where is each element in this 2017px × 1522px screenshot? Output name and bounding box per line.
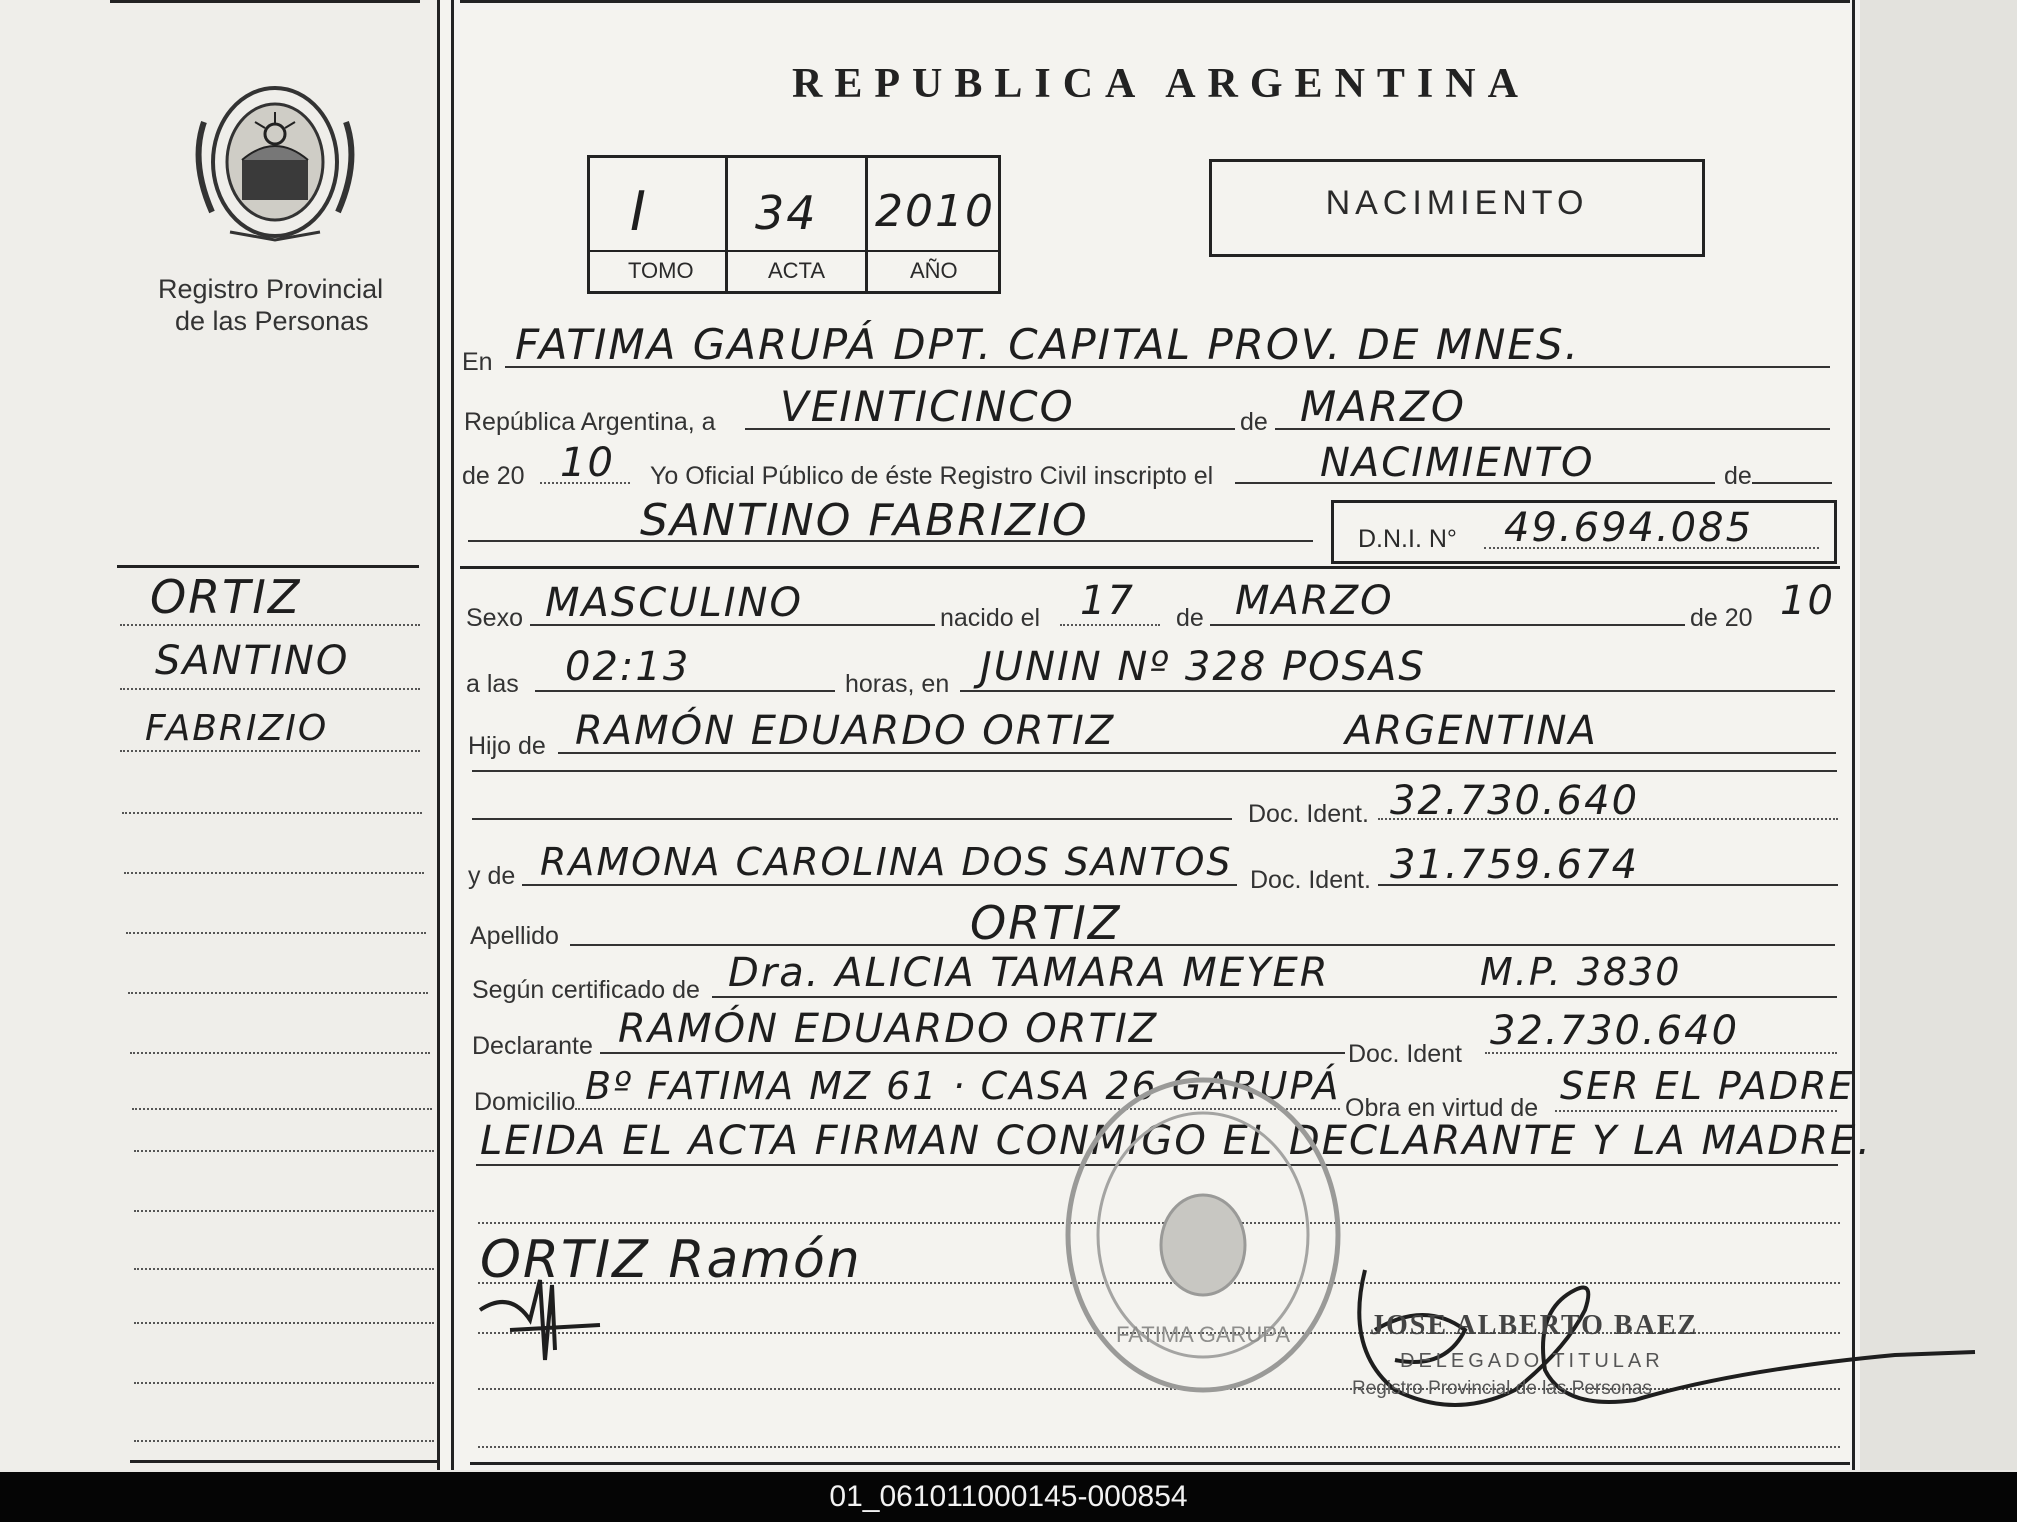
dni-label: D.N.I. N°: [1358, 525, 1457, 553]
provincial-seal: [190, 82, 360, 247]
margin-line: [132, 1108, 432, 1110]
margin-line: [134, 1382, 434, 1384]
margin-surname: ORTIZ: [150, 570, 302, 624]
anio-label: AÑO: [910, 258, 958, 283]
declarante-line: [600, 1052, 1345, 1054]
padre-extra-line: [472, 818, 1232, 820]
nacido-label: nacido el: [940, 604, 1041, 632]
declarante-doc-value: 32.730.640: [1490, 1008, 1740, 1054]
de-label: de: [1240, 408, 1268, 436]
de20-label-2: de 20: [1690, 604, 1753, 632]
child-name-line: [468, 540, 1313, 542]
madre-value: RAMONA CAROLINA DOS SANTOS: [540, 840, 1233, 884]
mother-signature: [470, 1270, 630, 1370]
acta-label: ACTA: [768, 258, 826, 283]
lugar-line: [960, 690, 1835, 692]
sexo-line: [530, 624, 935, 626]
stamp-place: FATIMA GARUPA: [1116, 1322, 1290, 1347]
margin-line: [134, 1210, 434, 1212]
declarante-doc-line: [1485, 1052, 1837, 1054]
certificado-line: [712, 996, 1837, 998]
hijo-label: Hijo de: [468, 732, 546, 760]
horas-en-label: horas, en: [845, 670, 950, 698]
margin-line: [134, 1322, 434, 1324]
padre-nacionalidad: ARGENTINA: [1345, 708, 1598, 754]
nacido-day: 17: [1080, 578, 1135, 624]
de-label-3: de: [1176, 604, 1204, 632]
acta-value: 34: [755, 186, 818, 240]
padre-value: RAMÓN EDUARDO ORTIZ: [575, 708, 1116, 754]
inscripto-value: NACIMIENTO: [1320, 440, 1595, 486]
country-title: REPUBLICA ARGENTINA: [792, 61, 1530, 107]
declarant-signature: ORTIZ Ramón: [480, 1230, 862, 1290]
apellido-value: ORTIZ: [970, 896, 1122, 950]
padre-doc-label: Doc. Ident.: [1248, 800, 1369, 828]
document-footer: 01_061011000145-000854: [0, 1472, 2017, 1522]
mp-value: M.P. 3830: [1480, 950, 1682, 994]
record-type-box: [1209, 159, 1705, 257]
year-value: 10: [560, 440, 615, 486]
bottom-rule-main: [470, 1462, 1850, 1465]
anio-value: 2010: [875, 186, 995, 237]
madre-line: [522, 884, 1237, 886]
blank-line: [478, 1446, 1840, 1448]
margin-line: [120, 688, 420, 690]
nacido-month: MARZO: [1235, 578, 1394, 624]
domicilio-value: Bº FATIMA MZ 61 · CASA 26 GARUPÁ: [585, 1064, 1341, 1108]
top-rule-main: [460, 0, 1850, 3]
obra-label: Obra en virtud de: [1345, 1094, 1539, 1122]
margin-line: [120, 750, 420, 752]
margin-line: [120, 624, 420, 626]
year-line: [540, 482, 630, 484]
apellido-line: [570, 944, 1835, 946]
record-box: [587, 155, 1001, 294]
sexo-label: Sexo: [466, 604, 523, 632]
left-border: [437, 0, 440, 1470]
declarante-value: RAMÓN EDUARDO ORTIZ: [618, 1006, 1159, 1052]
left-border-inner: [451, 0, 454, 1470]
month-line: [1275, 428, 1830, 430]
day-value: VEINTICINCO: [780, 382, 1075, 431]
dni-box: [1331, 500, 1837, 564]
inscripto-line: [1235, 482, 1715, 484]
bottom-rule-left: [130, 1460, 440, 1463]
official-title: DELEGADO TITULAR: [1400, 1350, 1664, 1372]
tomo-value: I: [630, 180, 648, 243]
obra-line: [1555, 1110, 1837, 1112]
alas-label: a las: [466, 670, 519, 698]
nacido-year: 10: [1780, 578, 1835, 624]
dni-value: 49.694.085: [1504, 505, 1754, 551]
top-rule-left: [110, 0, 420, 3]
registry-name-line2: de las Personas: [175, 306, 369, 336]
segun-label: Según certificado de: [472, 976, 700, 1004]
margin-line: [134, 1440, 434, 1442]
padre-line: [558, 752, 1836, 754]
sexo-value: MASCULINO: [545, 580, 803, 626]
en-value: FATIMA GARUPÁ DPT. CAPITAL PROV. DE MNES.: [515, 320, 1580, 369]
tomo-label: TOMO: [628, 258, 694, 283]
padre-line-2: [472, 770, 1837, 772]
margin-line: [130, 1052, 430, 1054]
apellido-label: Apellido: [470, 922, 559, 950]
en-line: [505, 366, 1830, 368]
madre-doc-label: Doc. Ident.: [1250, 866, 1371, 894]
margin-line: [128, 992, 428, 994]
margin-line: [126, 932, 426, 934]
official-org: Registro Provincial de las Personas: [1352, 1378, 1652, 1399]
margin-line: [134, 1150, 434, 1152]
margin-line: [124, 872, 424, 874]
madre-doc-value: 31.759.674: [1390, 842, 1640, 888]
margin-name1: SANTINO: [155, 638, 350, 684]
hora-line: [535, 690, 835, 692]
official-name: JOSE ALBERTO BAEZ: [1370, 1310, 1699, 1341]
de-label-2: de: [1724, 462, 1752, 490]
registry-name-line1: Registro Provincial: [158, 274, 384, 304]
nacido-day-line: [1060, 624, 1160, 626]
record-type: NACIMIENTO: [1325, 184, 1589, 222]
margin-rule: [117, 565, 419, 568]
republica-label: República Argentina, a: [464, 408, 716, 436]
padre-doc-value: 32.730.640: [1390, 778, 1640, 824]
madre-doc-line: [1378, 884, 1838, 886]
margin-line: [134, 1268, 434, 1270]
margin-name2: FABRIZIO: [145, 708, 329, 749]
day-line: [745, 428, 1235, 430]
section-rule: [460, 566, 1840, 569]
nacido-month-line: [1210, 624, 1685, 626]
de-line-2: [1752, 482, 1832, 484]
dni-line: [1484, 547, 1819, 549]
domicilio-label: Domicilio: [474, 1088, 576, 1116]
child-name-value: SANTINO FABRIZIO: [640, 495, 1089, 546]
month-value: MARZO: [1300, 382, 1466, 431]
margin-line: [122, 812, 422, 814]
hora-value: 02:13: [565, 644, 691, 690]
leida-value: LEIDA EL ACTA FIRMAN CONMIGO EL DECLARANTE Y LA MADRE.: [480, 1118, 1872, 1164]
obra-value: SER EL PADRE: [1560, 1064, 1855, 1108]
padre-doc-line: [1378, 818, 1838, 820]
declarante-label: Declarante: [472, 1032, 593, 1060]
en-label: En: [462, 348, 493, 376]
lugar-value: JUNIN Nº 328 POSAS: [980, 644, 1426, 690]
oficial-label: Yo Oficial Público de éste Registro Civil inscripto el: [650, 462, 1214, 490]
yde-label: y de: [468, 862, 516, 890]
de20-label: de 20: [462, 462, 525, 490]
certificado-value: Dra. ALICIA TAMARA MEYER: [728, 950, 1330, 996]
declarante-doc-label: Doc. Ident: [1348, 1040, 1462, 1068]
official-stamp: [1058, 1070, 1348, 1400]
